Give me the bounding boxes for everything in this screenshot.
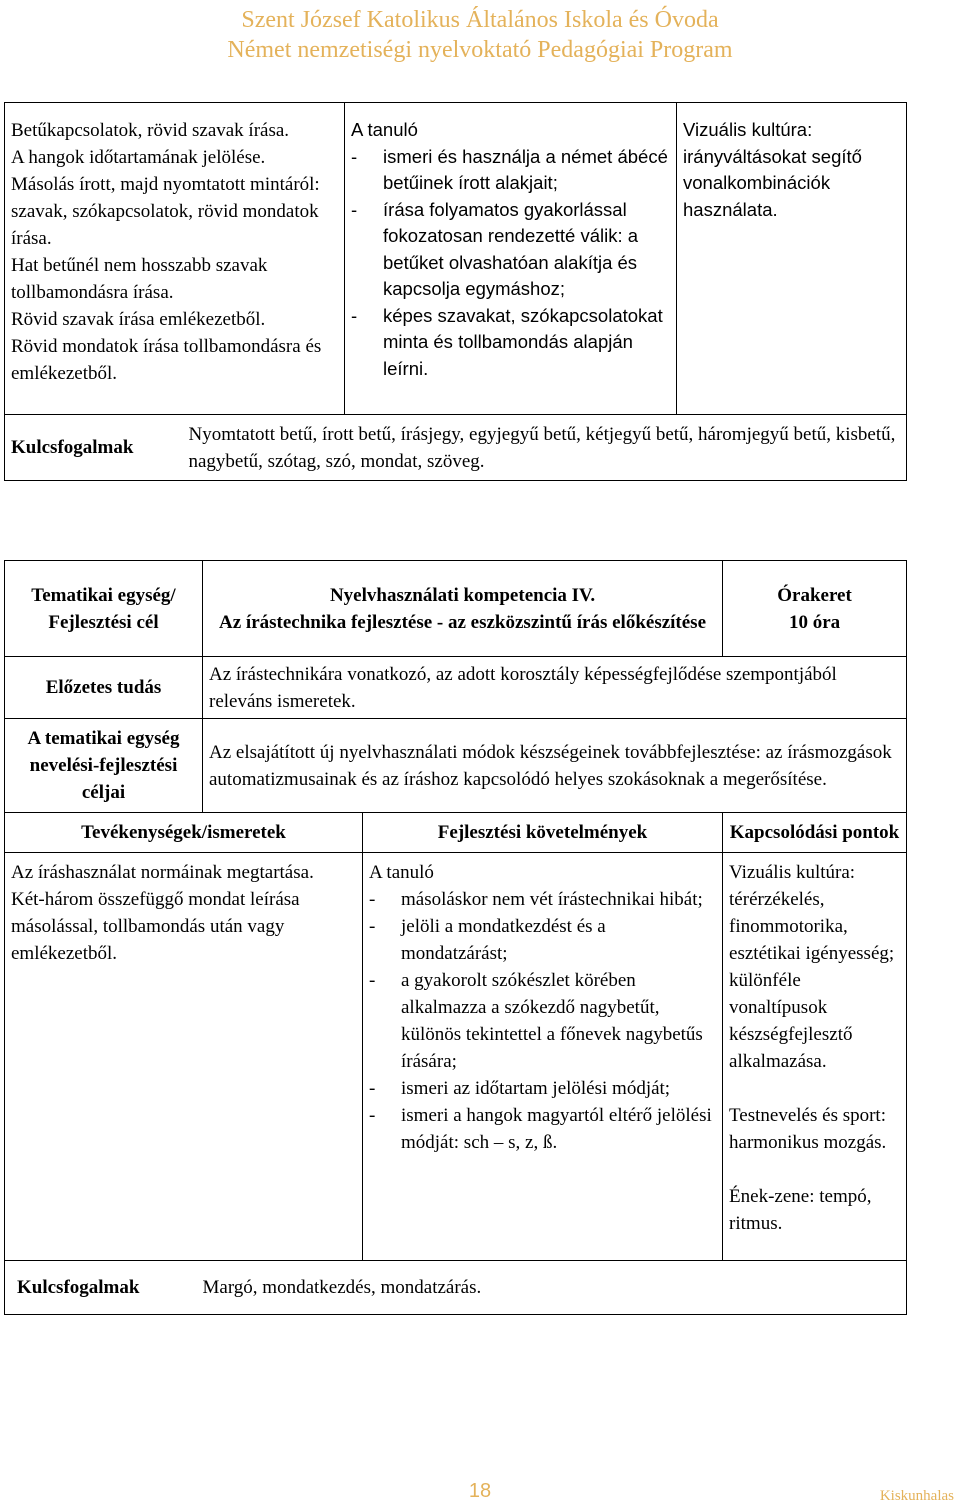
header-school-name: Szent József Katolikus Általános Iskola és Óvoda <box>241 7 719 33</box>
key-label-cell <box>5 1261 203 1315</box>
key-label: Kulcsfogalmak <box>17 1277 140 1298</box>
header-program-name: Német nemzetiségi nyelvoktató Pedagógiai Program <box>227 37 733 63</box>
prior-label-cell <box>5 657 203 719</box>
connection-text: Vizuális kultúra: irányváltásokat segítő vonalkombinációk használata. <box>683 119 862 220</box>
unit-title-cell <box>203 561 723 657</box>
unit-label-cell <box>5 561 203 657</box>
key-text: Margó, mondatkezdés, mondatzárás. <box>202 1277 482 1298</box>
goals-label: A tematikai egység nevelési-fejlesztési céljai <box>27 728 180 803</box>
activity-item: Hat betűnél nem hosszabb szavak tollbamondásra írása. <box>11 255 268 303</box>
requirements-cell <box>363 853 723 1261</box>
goals-label-cell <box>5 719 203 813</box>
connections-cell <box>677 103 907 415</box>
activity-item: A hangok időtartamának jelölése. <box>11 147 266 168</box>
activities-cell <box>5 853 363 1261</box>
requirement-item: - ismeri és használja a német ábécé betűinek írott alakjait; <box>351 145 668 193</box>
key-text: Nyomtatott betű, írott betű, írásjegy, egyjegyű betű, kétjegyű betű, háromjegyű betű, kisbetű, nagybetű, szótag, szó, mondat, szöveg. <box>188 423 896 472</box>
activity-item: Másolás írott, majd nyomtatott mintáról: szavak, szókapcsolatok, rövid mondatok írása. <box>11 174 320 249</box>
connections-cell <box>723 853 907 1261</box>
requirement-item: - ismeri a hangok magyartól eltérő jelölési módját: sch – s, z, ß. <box>369 1105 712 1153</box>
prior-label: Előzetes tudás <box>45 677 162 698</box>
requirements-intro: A tanuló <box>351 119 418 140</box>
requirement-item: - képes szavakat, szókapcsolatokat minta és tollbamondás alapján leírni. <box>351 304 663 379</box>
requirement-item: - ismeri az időtartam jelölési módját; <box>369 1078 671 1099</box>
requirement-item: - a gyakorolt szókészlet körében alkalmazza a szókezdő nagybetűt, különös tekintettel a főnevek nagybetűs írására; <box>369 970 703 1072</box>
connection-item: Testnevelés és sport: harmonikus mozgás. <box>729 1105 887 1153</box>
col-header-requirements: Fejlesztési követelmények <box>363 813 723 853</box>
prior-text: Az írástechnikára vonatkozó, az adott korosztály képességfejlődése szempontjából releváns ismeretek. <box>209 663 837 712</box>
activity-item: Rövid szavak írása emlékezetből. <box>11 309 266 330</box>
footer-brand: Kiskunhalas <box>879 1488 954 1504</box>
prior-text-cell <box>203 657 907 719</box>
connection-item: Vizuális kultúra: térérzékelés, finommotorika, esztétikai igényesség; különféle vonaltípusok készségfejlesztő alkalmazása. <box>729 862 895 1072</box>
hours-label: Órakeret <box>777 584 852 606</box>
goals-text: Az elsajátított új nyelvhasználati módok készségeinek továbbfejlesztése: az írásmozgások automatizmusainak és az íráshoz kapcsolódó helyes szokásoknak a megerősítése. <box>209 741 892 790</box>
goals-text-cell <box>203 719 907 813</box>
requirement-item: - másoláskor nem vét írástechnikai hibát; <box>369 889 703 910</box>
table-unit <box>4 560 907 1315</box>
hours-value: 10 óra <box>788 611 841 633</box>
unit-title-1: Nyelvhasználati kompetencia IV. <box>329 584 596 606</box>
unit-title-2: Az írástechnika fejlesztése - az eszközszintű írás előkészítése <box>219 611 707 633</box>
key-label-cell <box>5 415 183 481</box>
requirements-cell <box>345 103 677 415</box>
col-header-connections: Kapcsolódási pontok <box>723 813 907 853</box>
requirements-intro: A tanuló <box>369 862 434 883</box>
table-continuation <box>4 102 907 481</box>
page-number: 18 <box>468 1480 492 1502</box>
page-header <box>0 5 960 65</box>
key-text-cell <box>203 1261 907 1315</box>
connection-item: Ének-zene: tempó, ritmus. <box>729 1186 872 1234</box>
activity-item: Rövid mondatok írása tollbamondásra és emlékezetből. <box>11 336 322 384</box>
activities-cell <box>5 103 345 415</box>
activity-item: Az íráshasználat normáinak megtartása. <box>11 862 314 883</box>
activity-item: Betűkapcsolatok, rövid szavak írása. <box>11 120 290 141</box>
requirement-item: - írása folyamatos gyakorlással fokozatosan rendezetté válik: a betűket olvashatóan alakítja és kapcsolja egymáshoz; <box>351 198 639 299</box>
activity-item: Két-három összefüggő mondat leírása másolással, tollbamondás után vagy emlékezetből. <box>11 889 300 964</box>
key-label: Kulcsfogalmak <box>11 437 134 458</box>
key-text-cell <box>183 415 907 481</box>
requirement-item: - jelöli a mondatkezdést és a mondatzárást; <box>369 916 606 964</box>
hours-cell <box>723 561 907 657</box>
unit-label: Tematikai egység/ Fejlesztési cél <box>31 584 176 633</box>
col-header-activities: Tevékenységek/ismeretek <box>5 813 363 853</box>
